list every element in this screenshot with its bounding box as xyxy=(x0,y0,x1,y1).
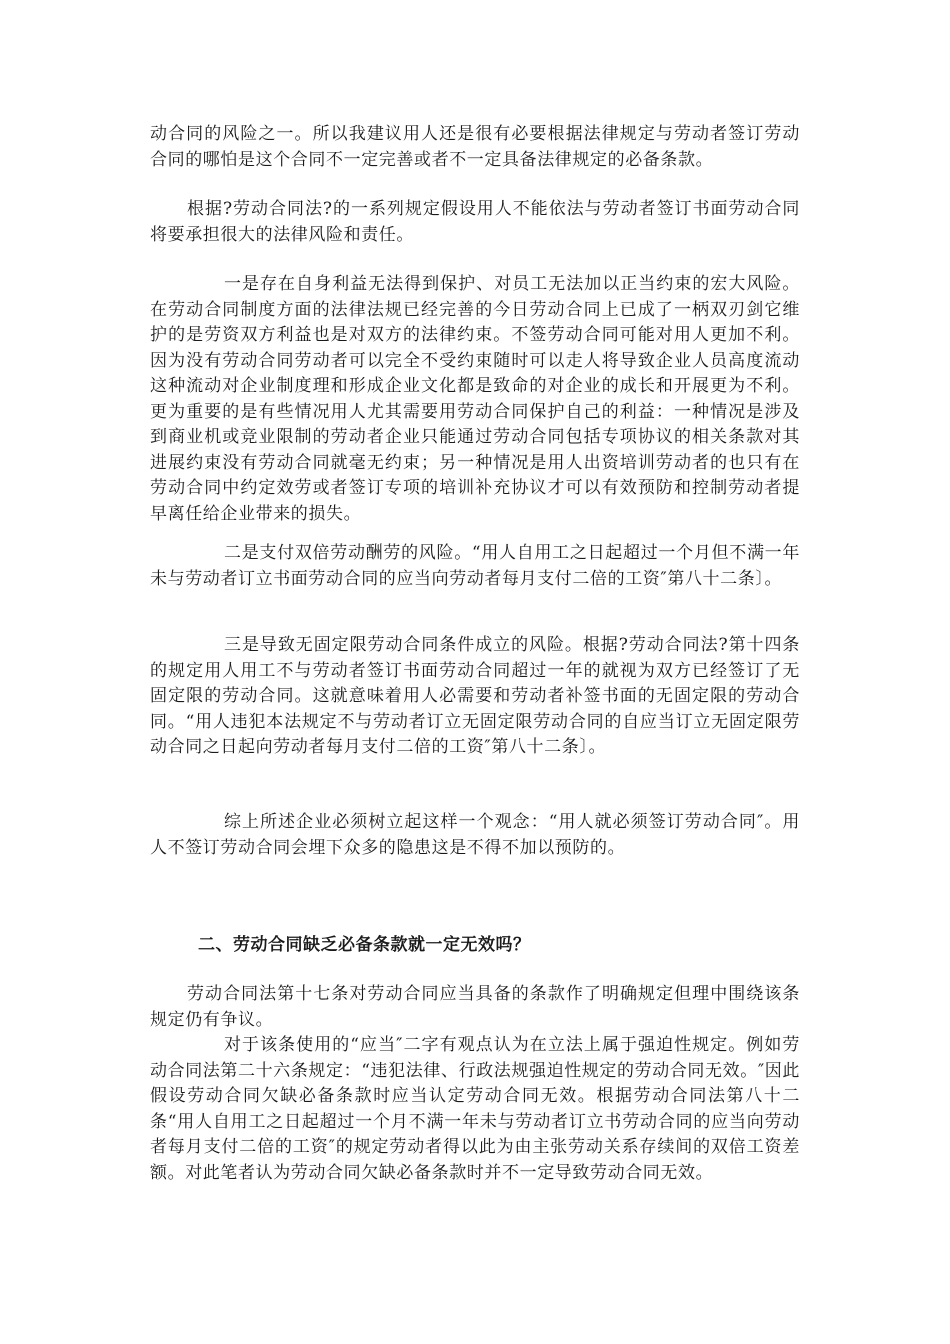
paragraph-continuation: 动合同的风险之一。所以我建议用人还是很有必要根据法律规定与劳动者签订劳动合同的哪怕是这个合同不一定完善或者不一定具备法律规定的必备条款。 xyxy=(150,124,800,170)
paragraph-risk-two: 二是支付双倍劳动酬劳的风险。“用人自用工之日起超过一个月但不满一年未与劳动者订立书面劳动合同的应当向劳动者每月支付二倍的工资″第八十二条〕。 xyxy=(150,543,800,589)
paragraph-risk-three: 三是导致无固定限劳动合同条件成立的风险。根据?劳动合同法?第十四条的规定用人用工不与劳动者签订书面劳动合同超过一年的就视为双方已经签订了无固定限的劳动合同。这就意味着用人必需要和劳动者补签书面的无固定限的劳动合同。“用人违犯本法规定不与劳动者订立无固定限劳动合同的自应当订立无固定限劳动合同之日起向劳动者每月支付二倍的工资″第八十二条〕。 xyxy=(150,635,800,757)
paragraph-article-17: 劳动合同法第十七条对劳动合同应当具备的条款作了明确规定但理中围绕该条规定仍有争议。 xyxy=(150,984,800,1030)
paragraph-conclusion: 综上所述企业必须树立起这样一个观念：“用人就必须签订劳动合同″。用人不签订劳动合同会埋下众多的隐患这是不得不加以预防的。 xyxy=(150,812,800,858)
paragraph-legal-risk-intro: 根据?劳动合同法?的一系列规定假设用人不能依法与劳动者签订书面劳动合同将要承担很大的法律风险和责任。 xyxy=(150,199,800,245)
paragraph-risk-one: 一是存在自身利益无法得到保护、对员工无法加以正当约束的宏大风险。在劳动合同制度方面的法律法规已经完善的今日劳动合同上已成了一柄双刃剑它维护的是劳资双方利益也是对双方的法律约束。不签劳动合同可能对用人更加不利。因为没有劳动合同劳动者可以完全不受约束随时可以走人将导致企业人员高度流动这种流动对企业制度理和形成企业文化都是致命的对企业的成长和开展更为不利。更为重要的是有些情况用人尤其需要用劳动合同保护自己的利益：一种情况是涉及到商业机或竞业限制的劳动者企业只能通过劳动合同包括专项协议的相关条款对其进展约束没有劳动合同就毫无约束；另一种情况是用人出资培训劳动者的也只有在劳动合同中约定效劳或者签订专项的培训补充协议才可以有效预防和控制劳动者提早离任给企业带来的损失。 xyxy=(150,274,800,524)
paragraph-should-interpretation: 对于该条使用的“应当″二字有观点认为在立法上属于强迫性规定。例如劳动合同法第二十六条规定：“违犯法律、行政法规强迫性规定的劳动合同无效。″因此假设劳动合同欠缺必备条款时应当认定劳动合同无效。根据劳动合同法第八十二条“用人自用工之日起超过一个月不满一年未与劳动者订立书劳动合同的应当向劳动者每月支付二倍的工资″的规定劳动者得以此为由主张劳动关系存续间的双倍工资差额。对此笔者认为劳动合同欠缺必备条款时并不一定导致劳动合同无效。 xyxy=(150,1035,800,1183)
section-heading: 二、劳动合同缺乏必备条款就一定无效吗？ xyxy=(198,935,531,955)
